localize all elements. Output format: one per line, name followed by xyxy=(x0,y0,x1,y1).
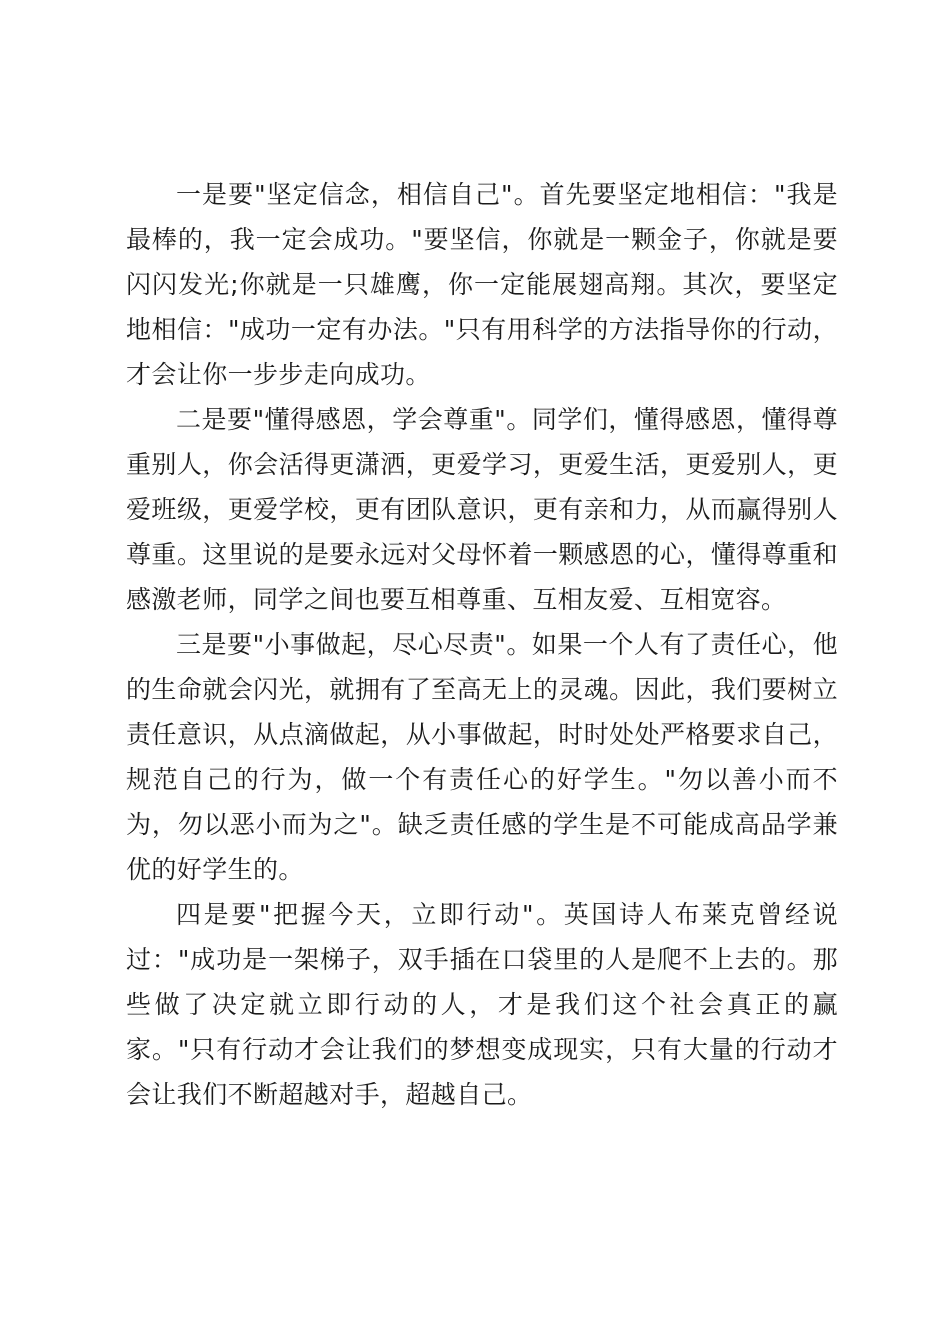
paragraph-1: 一是要"坚定信念，相信自己"。首先要坚定地相信："我是最棒的，我一定会成功。"要坚信，你就是一颗金子，你就是要闪闪发光;你就是一只雄鹰，你一定能展翅高翔。其次，要坚定地相信："成功一定有办法。"只有用科学的方法指导你的行动，才会让你一步步走向成功。 xyxy=(126,180,838,389)
paragraph-4: 四是要"把握今天，立即行动"。英国诗人布莱克曾经说过："成功是一架梯子，双手插在口袋里的人是爬不上去的。那些做了决定就立即行动的人，才是我们这个社会真正的赢家。"只有行动才会让我们的梦想变成现实，只有大量的行动才会让我们不断超越对手，超越自己。 xyxy=(126,900,838,1109)
paragraph-2: 二是要"懂得感恩，学会尊重"。同学们，懂得感恩，懂得尊重别人，你会活得更潇洒，更爱学习，更爱生活，更爱别人，更爱班级，更爱学校，更有团队意识，更有亲和力，从而赢得别人尊重。这里说的是要永远对父母怀着一颗感恩的心，懂得尊重和感激老师，同学之间也要互相尊重、互相友爱、互相宽容。 xyxy=(126,405,838,614)
paragraph-3: 三是要"小事做起，尽心尽责"。如果一个人有了责任心，他的生命就会闪光，就拥有了至高无上的灵魂。因此，我们要树立责任意识，从点滴做起，从小事做起，时时处处严格要求自己，规范自己的行为，做一个有责任心的好学生。"勿以善小而不为，勿以恶小而为之"。缺乏责任感的学生是不可能成高品学兼优的好学生的。 xyxy=(126,630,838,884)
document-body xyxy=(126,172,838,1117)
